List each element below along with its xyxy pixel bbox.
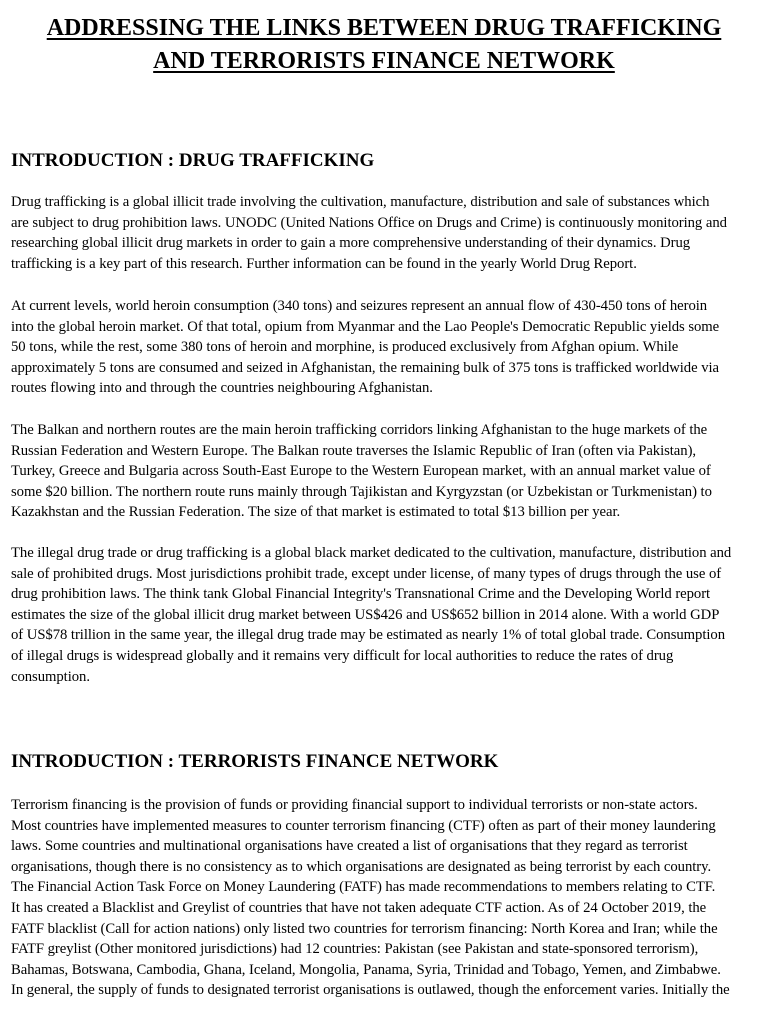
paragraph	[11, 795, 761, 1001]
paragraph-line: The illegal drug trade or drug trafficking is a global black market dedicated to the cultivation, manufacture, distribution and	[11, 545, 732, 561]
paragraph	[11, 192, 761, 274]
paragraph	[11, 296, 761, 399]
paragraph-line: of US$78 trillion in the same year, the illegal drug trade may be estimated as nearly 1% of total global trade. Consumption	[11, 627, 725, 644]
paragraph-line: some $20 billion. The northern route runs mainly through Tajikistan and Kyrgyzstan (or Uzbekistan or Turkmenistan) to	[11, 483, 712, 500]
paragraph-line: laws. Some countries and multinational organisations have created a list of organisations that they regard as terrorist	[11, 838, 688, 855]
paragraph-line: of illegal drugs is widespread globally and it remains very difficult for local authorities to reduce the rates of drug	[11, 647, 674, 664]
document-title	[0, 12, 768, 78]
section-heading-terrorists-finance-network: INTRODUCTION : TERRORISTS FINANCE NETWORK	[11, 751, 499, 772]
document-title-line-1: ADDRESSING THE LINKS BETWEEN DRUG TRAFFICKING	[46, 15, 722, 41]
paragraph-line: are subject to drug prohibition laws. UNODC (United Nations Office on Drugs and Crime) is continuously monitoring and	[11, 214, 727, 231]
paragraph-line: consumption.	[11, 668, 90, 685]
paragraph	[11, 543, 761, 687]
paragraph-line: into the global heroin market. Of that total, opium from Myanmar and the Lao People's Democratic Republic yields some	[11, 318, 720, 335]
paragraph-line: Russian Federation and Western Europe. The Balkan route traverses the Islamic Republic of Iran (often via Pakistan),	[11, 442, 697, 459]
paragraph-line: routes flowing into and through the countries neighbouring Afghanistan.	[11, 380, 433, 397]
paragraph-line: Drug trafficking is a global illicit trade involving the cultivation, manufacture, distribution and sale of substances which	[11, 194, 710, 210]
paragraph-line: organisations, though there is no consistency as to which organisations are designated as being terrorist by each country.	[11, 858, 712, 875]
paragraph-line: FATF greylist (Other monitored jurisdictions) had 12 countries: Pakistan (see Pakistan and state-sponsored terrorism),	[11, 941, 699, 958]
paragraph-line: FATF blacklist (Call for action nations) only listed two countries for terrorism financing: North Korea and Iran; while the	[11, 920, 718, 937]
paragraph-line: Most countries have implemented measures to counter terrorism financing (CTF) often as part of their money laundering	[11, 817, 716, 834]
paragraph	[11, 420, 761, 523]
paragraph-line: Kazakhstan and the Russian Federation. The size of that market is estimated to total $13 billion per year.	[11, 504, 621, 521]
paragraph-line: drug prohibition laws. The think tank Global Financial Integrity's Transnational Crime and the Developing World report	[11, 586, 711, 603]
paragraph-line: estimates the size of the global illicit drug market between US$426 and US$652 billion in 2014 alone. With a world GDP	[11, 606, 720, 623]
paragraph-line: Turkey, Greece and Bulgaria across South-East Europe to the Western European market, with an annual market value of	[11, 463, 711, 480]
paragraph-line: 50 tons, while the rest, some 380 tons of heroin and morphine, is produced exclusively from Afghan opium. While	[11, 339, 679, 356]
paragraph-line: It has created a Blacklist and Greylist of countries that have not taken adequate CTF action. As of 24 October 2019, the	[11, 899, 707, 916]
paragraph-line: The Balkan and northern routes are the main heroin trafficking corridors linking Afghanistan to the huge markets of the	[11, 422, 708, 438]
paragraph-line: sale of prohibited drugs. Most jurisdictions prohibit trade, except under license, of many types of drugs through the use of	[11, 565, 722, 582]
paragraph-line: In general, the supply of funds to designated terrorist organisations is outlawed, though the enforcement varies. Initially the	[11, 982, 730, 999]
paragraph-line: The Financial Action Task Force on Money Laundering (FATF) has made recommendations to members relating to CTF.	[11, 879, 716, 896]
paragraph-line: At current levels, world heroin consumption (340 tons) and seizures represent an annual flow of 430-450 tons of heroin	[11, 298, 708, 314]
document-title-line-2: AND TERRORISTS FINANCE NETWORK	[153, 48, 615, 74]
paragraph-line: Bahamas, Botswana, Cambodia, Ghana, Iceland, Mongolia, Panama, Syria, Trinidad and Tobago, Yemen, and Zimbabwe.	[11, 961, 721, 978]
paragraph-line: approximately 5 tons are consumed and seized in Afghanistan, the remaining bulk of 375 tons is trafficked worldwide via	[11, 359, 719, 376]
paragraph-line: Terrorism financing is the provision of funds or providing financial support to individual terrorists or non-state actors.	[11, 797, 698, 813]
section-heading-drug-trafficking: INTRODUCTION : DRUG TRAFFICKING	[11, 150, 375, 171]
paragraph-line: researching global illicit drug markets in order to gain a more comprehensive understanding of their dynamics. Drug	[11, 235, 691, 252]
paragraph-line: trafficking is a key part of this research. Further information can be found in the yearly World Drug Report.	[11, 255, 637, 272]
